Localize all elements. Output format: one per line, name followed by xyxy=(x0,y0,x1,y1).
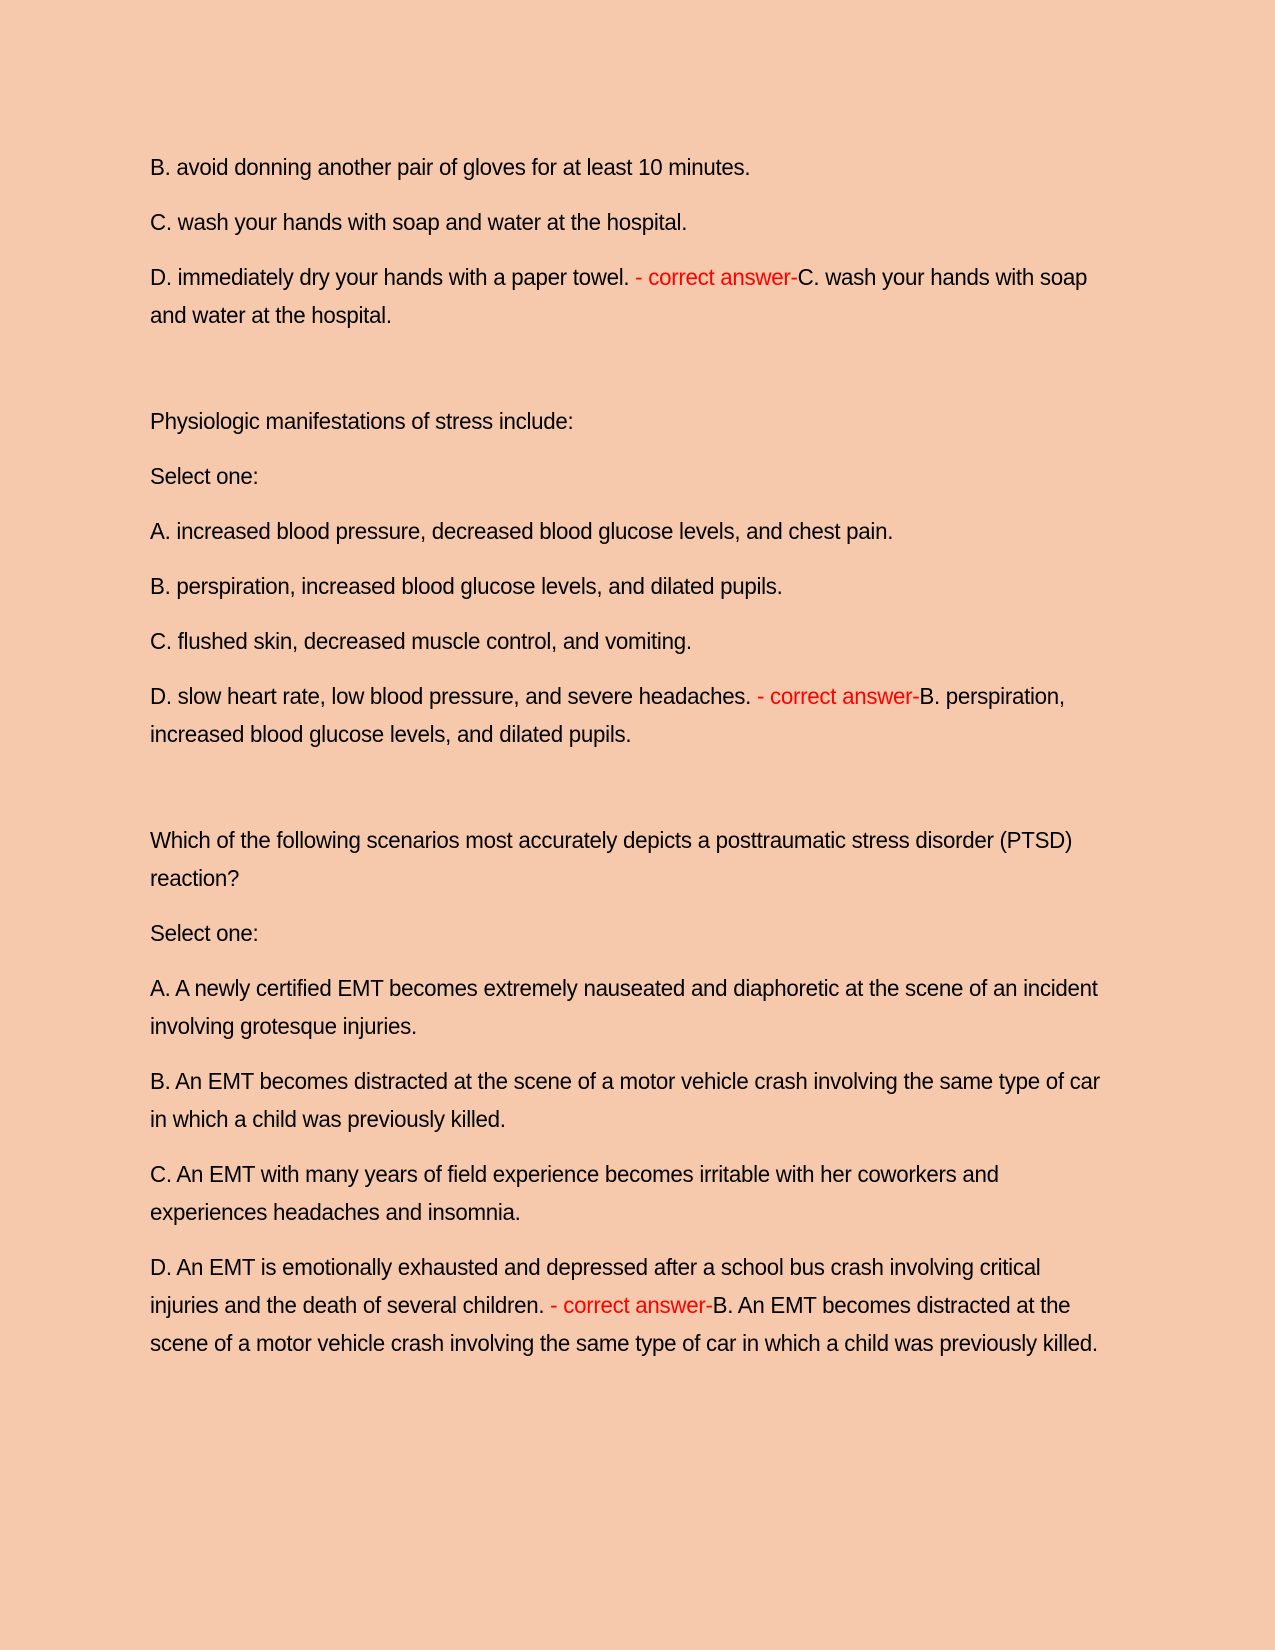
option-c: C. wash your hands with soap and water at the hospital. xyxy=(150,209,688,235)
correct-answer-text: B. An EMT becomes distracted at the scene of a motor vehicle crash involving the same type of car in which a child was previously killed. xyxy=(150,1292,1098,1356)
question-text: Which of the following scenarios most accurately depicts a posttraumatic stress disorder (PTSD) reaction? xyxy=(150,827,1073,891)
question-2 xyxy=(150,402,1130,753)
option-d-with-answer xyxy=(150,258,1101,334)
option-d-with-answer xyxy=(150,1248,1101,1362)
option-d: D. immediately dry your hands with a paper towel. xyxy=(150,264,636,290)
correct-answer-text: B. perspiration, increased blood glucose levels, and dilated pupils. xyxy=(150,683,1065,747)
document-page xyxy=(150,148,1130,1379)
correct-answer-label: - correct answer- xyxy=(635,264,798,290)
select-one-label: Select one: xyxy=(150,463,259,489)
option-d: D. An EMT is emotionally exhausted and depressed after a school bus crash involving critical injuries and the death of several children. xyxy=(150,1254,1041,1318)
spacer xyxy=(150,770,1130,821)
option-d-with-answer xyxy=(150,677,1101,753)
question-3 xyxy=(150,821,1130,1362)
option-b: B. avoid donning another pair of gloves for at least 10 minutes. xyxy=(150,154,751,180)
correct-answer-text: C. wash your hands with soap and water at the hospital. xyxy=(150,264,1088,328)
option-d: D. slow heart rate, low blood pressure, and severe headaches. xyxy=(150,683,757,709)
correct-answer-label: - correct answer- xyxy=(550,1292,713,1318)
question-1-tail xyxy=(150,148,1130,334)
question-text: Physiologic manifestations of stress include: xyxy=(150,408,574,434)
option-c: C. An EMT with many years of field experience becomes irritable with her coworkers and experiences headaches and insomnia. xyxy=(150,1161,999,1225)
correct-answer-label: - correct answer- xyxy=(756,683,920,709)
option-b: B. An EMT becomes distracted at the scene of a motor vehicle crash involving the same type of car in which a child was previously killed. xyxy=(150,1068,1100,1132)
option-b: B. perspiration, increased blood glucose levels, and dilated pupils. xyxy=(150,573,783,599)
select-one-label: Select one: xyxy=(150,920,259,946)
option-a: A. A newly certified EMT becomes extremely nauseated and diaphoretic at the scene of an incident involving grotesque injuries. xyxy=(150,975,1098,1039)
option-a: A. increased blood pressure, decreased blood glucose levels, and chest pain. xyxy=(150,518,894,544)
option-c: C. flushed skin, decreased muscle control, and vomiting. xyxy=(150,628,692,654)
spacer xyxy=(150,351,1130,402)
